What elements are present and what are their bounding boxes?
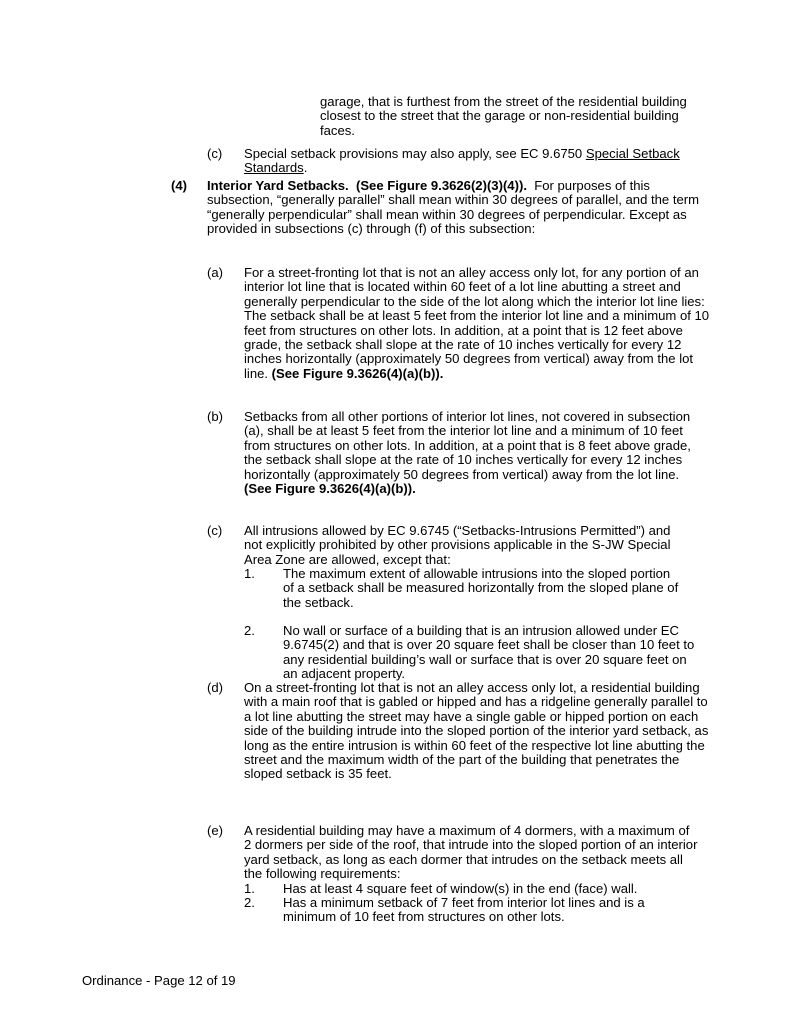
item-e-1-text: Has at least 4 square feet of window(s) in the end (face) wall. [283,881,638,896]
section-4-intro [207,179,699,237]
item-b-figure-ref: (See Figure 9.3626(4)(a)(b)). [244,481,416,497]
item-c-text-pre: Special setback provisions may also apply, see EC 9.6750 [244,146,586,161]
item-b-label: (b) [207,409,224,424]
item-a-text [244,266,712,381]
item-e-text: A residential building may have a maximum of 4 dormers, with a maximum of 2 dormers per side of the roof, that intrude into the sloped portion of an interior yard setback, as long as each dormer that intrudes on the setback meets all the following requirements: [244,823,698,882]
item-c2-2-text: No wall or surface of a building that is an intrusion allowed under EC 9.6745(2) and that is over 20 square feet shall be closer than 10 feet to any residential building’s wall or surface that is over 20 square feet on an adjacent property. [283,623,695,682]
item-c2-text: All intrusions allowed by EC 9.6745 (“Setbacks-Intrusions Permitted”) and not explicitly prohibited by other provisions applicable in the S-JW Special Area Zone are allowed, except that: [244,523,671,567]
item-a-figure-ref: (See Figure 9.3626(4)(a)(b)). [271,365,444,381]
item-c2-1-text: The maximum extent of allowable intrusions into the sloped portion of a setback shall be measured horizontally from the sloped plane of the setback. [283,566,679,610]
item-c-text [244,147,684,176]
item-c2-2-label: 2. [244,623,255,638]
item-e-2-label: 2. [244,895,255,910]
item-e-2-text: Has a minimum setback of 7 feet from interior lot lines and is a minimum of 10 feet from structures on other lots. [283,895,645,925]
item-d-text: On a street-fronting lot that is not an alley access only lot, a residential building with a main roof that is gabled or hipped and has a ridgeline generally parallel to a lot line abutting the street may have a single gable or hipped portion on each side of the building intrude into the sloped portion of the interior yard setback, as long as the entire intrusion is within 60 feet of the respective lot line abutting the street and the maximum width of the part of the building that penetrates the sloped setback is 35 feet. [244,680,709,782]
section-4-label: (4) [171,178,188,193]
item-a-body: For a street-fronting lot that is not an alley access only lot, for any portion of an interior lot line that is located within 60 feet of a lot line abutting a street and generally perpendicular to the side of the lot along which the interior lot line lies: The setback shall be at least 5 feet from the interior lot line and a minimum of 10 feet from structures on other lots. In addition, at a point that is 12 feet above grade, the setback shall slope at the rate of 10 inches vertically for every 12 inches horizontally (approximately 50 degrees from vertical) away from the lot line. [244,265,710,381]
item-b-text [244,410,700,496]
item-c2-1-label: 1. [244,566,255,581]
section-4-intro-text: For purposes of this subsection, “generally parallel” shall mean within 30 degrees of parallel, and the term “generally perpendicular” shall mean within 30 degrees of perpendicular. Except as provided in subsections (c) through (f) of this subsection: [207,178,700,237]
item-e-1-label: 1. [244,881,255,896]
item-d-label: (d) [207,680,224,695]
item-c2-label: (c) [207,523,223,538]
page-footer: Ordinance - Page 12 of 19 [82,973,236,988]
section-4-heading: Interior Yard Setbacks. [207,178,349,193]
item-e-label: (e) [207,823,224,838]
section-4-figure-ref: (See Figure 9.3626(2)(3)(4)). [355,178,527,193]
item-b-body: Setbacks from all other portions of interior lot lines, not covered in subsection (a), shall be at least 5 feet from the interior lot line and a minimum of 10 feet from structures on other lots. In addition, at a point that is 8 feet above grade, the setback shall slope at the rate of 10 inches vertically for every 12 inches horizontally (approximately 50 degrees from vertical) away from the lot line. [244,409,691,482]
item-c-label: (c) [207,146,223,161]
special-setback-link[interactable]: Special Setback Standards [244,146,680,176]
carryover-paragraph: garage, that is furthest from the street of the residential building closest to the street that the garage or non-residential building faces. [320,94,687,138]
item-c-text-post: . [303,160,308,176]
item-a-label: (a) [207,265,224,280]
